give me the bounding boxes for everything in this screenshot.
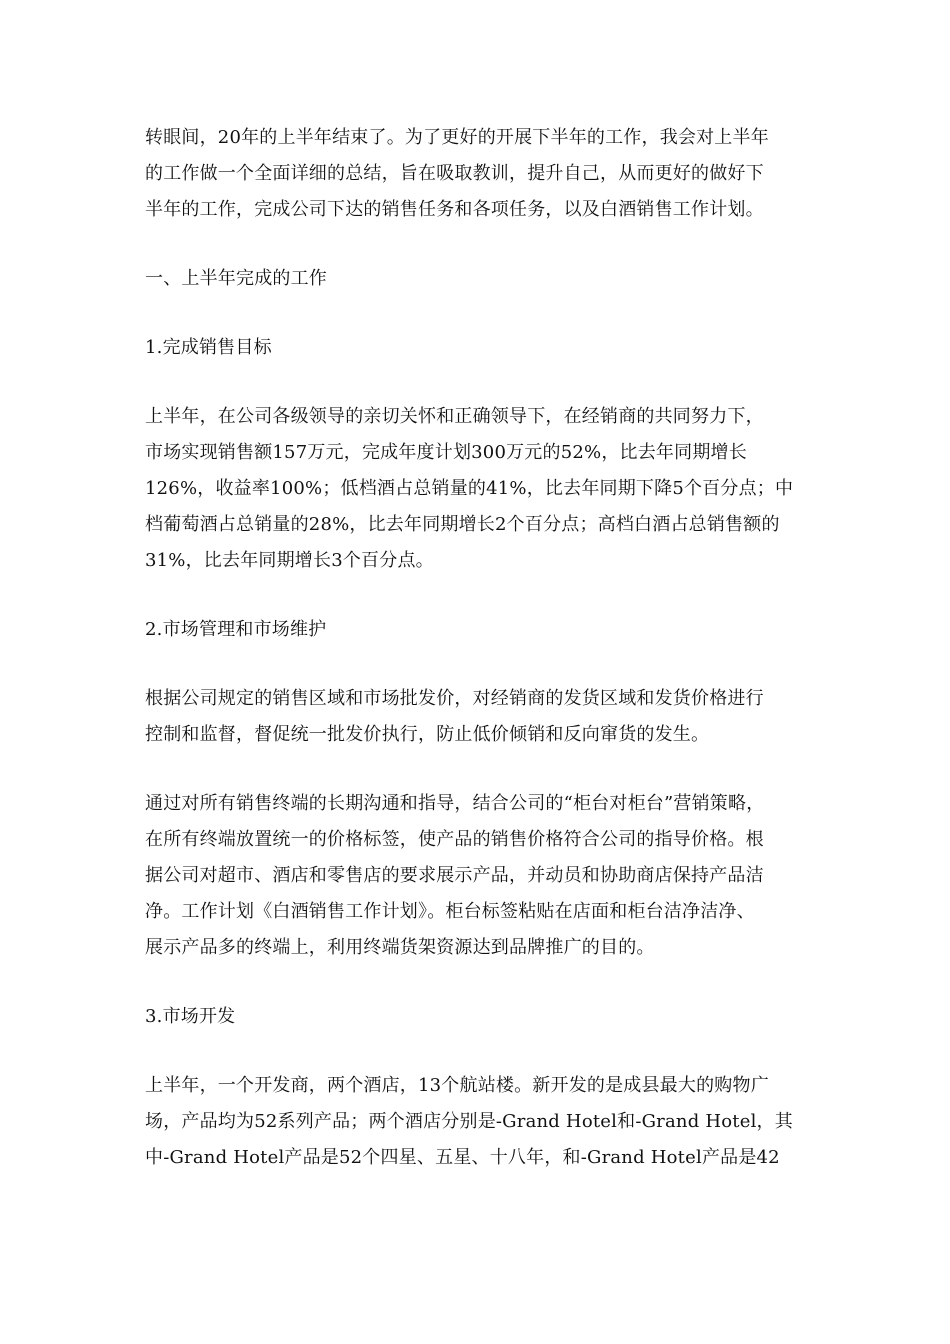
text-line: 控制和监督，督促统一批发价执行，防止低价倾销和反向窜货的发生。: [145, 724, 710, 745]
subsection-1-heading: 1.完成销售目标: [145, 337, 272, 358]
market-management-paragraph-2: [145, 786, 805, 966]
text-line: 上半年，一个开发商，两个酒店，13个航站楼。新开发的是成县最大的购物广: [145, 1075, 769, 1096]
market-management-paragraph-1: [145, 681, 805, 753]
text-line: 根据公司规定的销售区域和市场批发价，对经销商的发货区域和发货价格进行: [145, 688, 764, 709]
text-line: 中-Grand Hotel产品是52个四星、五星、十八年，和-Grand Hotel产品是42: [145, 1147, 780, 1168]
subsection-2-heading: 2.市场管理和市场维护: [145, 619, 327, 640]
text-line: 市场实现销售额157万元，完成年度计划300万元的52%，比去年同期增长: [145, 442, 747, 463]
subsection-heading: [145, 999, 805, 1035]
text-line: 126%，收益率100%；低档酒占总销量的41%，比去年同期下降5个百分点；中: [145, 478, 794, 499]
text-line: 场，产品均为52系列产品；两个酒店分别是-Grand Hotel和-Grand Hotel，其: [145, 1111, 793, 1132]
section-heading: [145, 261, 805, 297]
text-line: 据公司对超市、酒店和零售店的要求展示产品，并动员和协助商店保持产品洁: [145, 865, 764, 886]
subsection-heading: [145, 612, 805, 648]
text-line: 的工作做一个全面详细的总结，旨在吸取教训，提升自己，从而更好的做好下: [145, 163, 764, 184]
text-line: 31%，比去年同期增长3个百分点。: [145, 550, 434, 571]
market-development-paragraph: [145, 1068, 805, 1176]
document-body: [145, 120, 805, 1209]
text-line: 上半年，在公司各级领导的亲切关怀和正确领导下，在经销商的共同努力下，: [145, 406, 764, 427]
section-1-heading: 一、上半年完成的工作: [145, 268, 327, 289]
text-line: 半年的工作，完成公司下达的销售任务和各项任务，以及白酒销售工作计划。: [145, 199, 764, 220]
text-line: 净。工作计划《白酒销售工作计划》。柜台标签粘贴在店面和柜台洁净洁净、: [145, 901, 755, 922]
sales-target-paragraph: [145, 399, 805, 579]
subsection-3-heading: 3.市场开发: [145, 1006, 236, 1027]
text-line: 档葡萄酒占总销量的28%，比去年同期增长2个百分点；高档白酒占总销售额的: [145, 514, 780, 535]
text-line: 在所有终端放置统一的价格标签，使产品的销售价格符合公司的指导价格。根: [145, 829, 764, 850]
text-line: 通过对所有销售终端的长期沟通和指导，结合公司的“柜台对柜台”营销策略，: [145, 793, 765, 814]
intro-paragraph: [145, 120, 805, 228]
text-line: 展示产品多的终端上，利用终端货架资源达到品牌推广的目的。: [145, 937, 655, 958]
subsection-heading: [145, 330, 805, 366]
text-line: 转眼间，20年的上半年结束了。为了更好的开展下半年的工作，我会对上半年: [145, 127, 769, 148]
